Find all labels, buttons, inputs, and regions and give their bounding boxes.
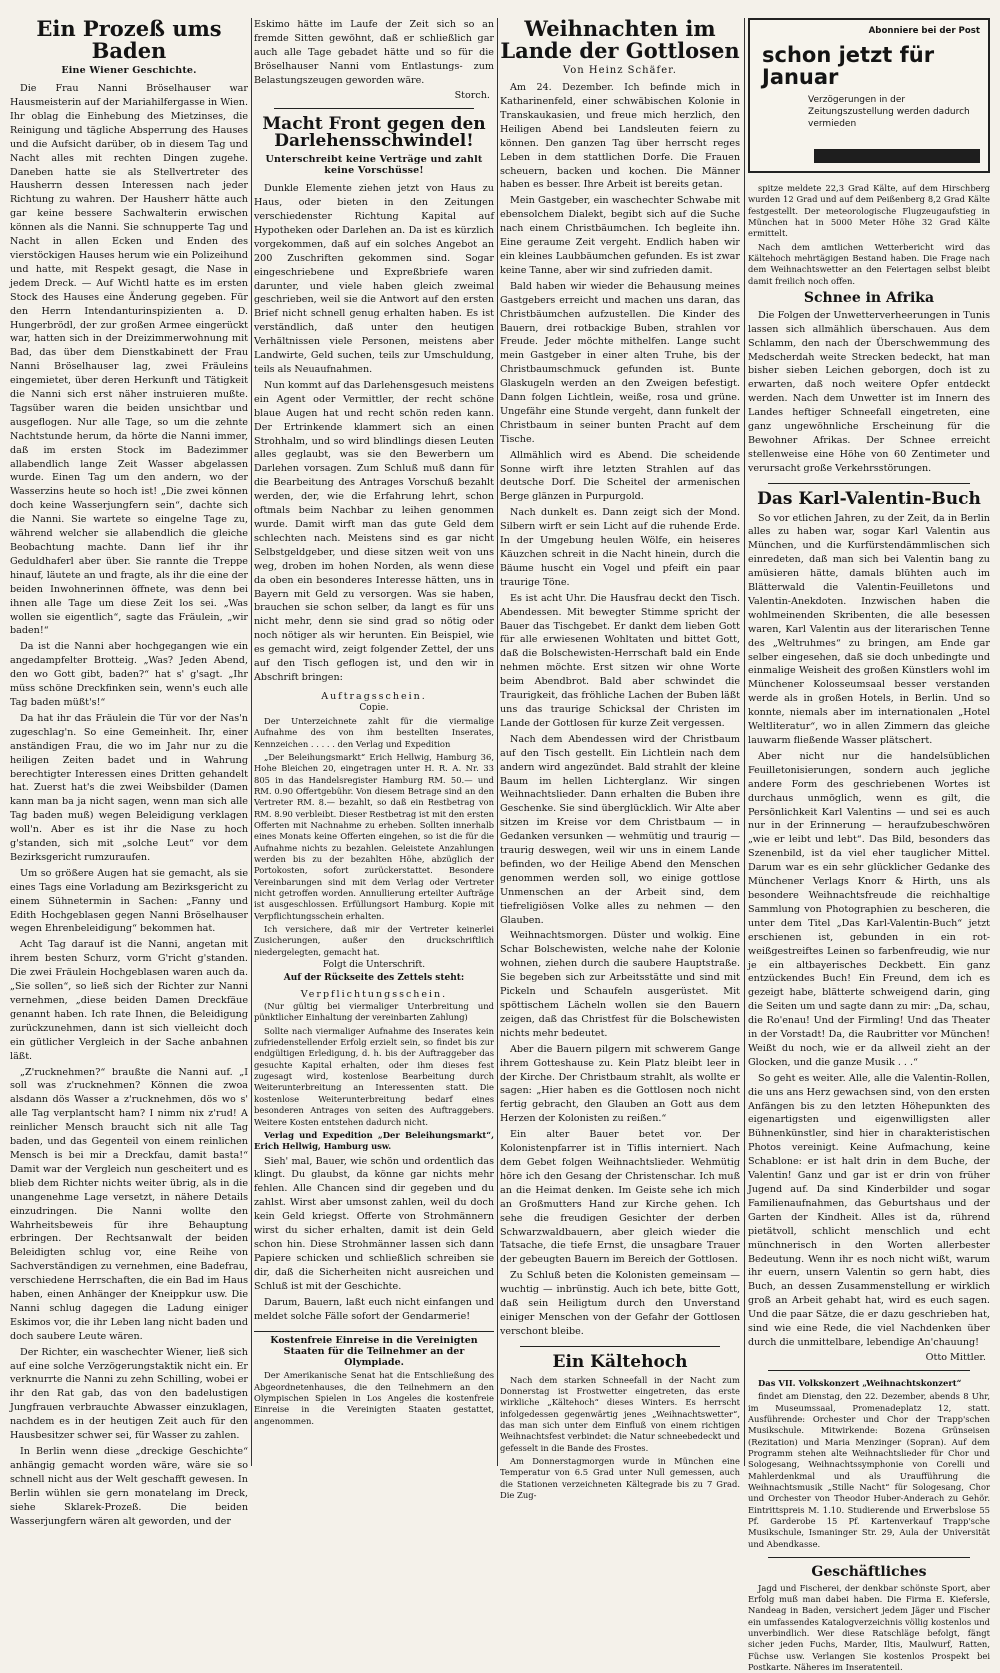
paragraph: Acht Tag darauf ist die Nanni, angetan mit ihrem besten Schurz, vorm G'richt g'standen. Die zwei Fräulein Hochgeblasen waren auch da. „Sie sollen“, so ließ sich der Richter zur Nanni vernehmen, „diese beiden Damen Dreckfäue genannt haben. Ich rate Ihnen, die Beleidigung zurückzunehmen, dann ist sich vielleicht doch ein gütlicher Vergleich in der Sache anbahnen läßt.: [10, 939, 248, 1062]
paragraph: Nach dem starken Schneefall in der Nacht zum Donnerstag ist Frostwetter eingetreten, das erste wirkliche „Kältehoch“ dieses Winters. Es herrscht infolgedessen gegenwärtig jenes „Weihnachtswetter“, das man sich unter dem Einfluß von einem richtigen Weihnachtsfest verbindet: die Natur schneebedeckt und gefesselt in die Bande des Frostes.: [500, 1374, 740, 1453]
column-rule: [497, 18, 498, 1466]
article-title: Das Karl-Valentin-Buch: [757, 488, 981, 509]
ad-headline: schon jetzt für Januar: [762, 43, 935, 90]
form-title: Verpflichtungsschein.: [300, 989, 448, 1001]
signature: Storch.: [454, 89, 490, 101]
ad-bar: [814, 149, 980, 163]
paragraph: findet am Dienstag, den 22. Dezember, abends 8 Uhr, im Museumssaal, Promenadeplatz 12, statt. Ausführende: Orchester und Chor der Trapp'schen Musikschule. Mitwirkende: Bozena Grünseisen (Rezitation) und Maria Menzinger (Sopran). Auf dem Programm stehen alte Weihnachtslieder für Chor und Sologesang, Weihnachtssymphonie von Corelli und Mahlerdenkmal und als Uraufführung die Weihnachtsmusik „Stille Nacht“ für Sologesang, Chor und Orchester von Theodor Huber-Anderach zu Gehör. Eintrittspreis M. 1.10. Studierende und Erwerbslose 55 Pf. Garderobe 15 Pf. Kartenverkauf Trapp'sche Musikschule, Ismaninger Str. 29, Aula der Universität und Abendkasse.: [748, 1391, 990, 1549]
column-1: [10, 16, 248, 1527]
subscription-ad: [748, 18, 990, 173]
column-4: [748, 18, 990, 1673]
paragraph: Da hat ihr das Fräulein die Tür vor der Nas'n zugeschlag'n. So eine Gemeinheit. Ihr, einer anständigen Frau, die wo im Jahr nur zu die heiligen Zeiten badet und in Wahrung berechtigter Interessen eines Dritten gehandelt hat. Zuerst hat's die zwei Weibsbilder (Damen kann man ba ja nicht sagen, wenn man sich alle Tag baden muß) wegen Beleidigung verklagen woll'n. Aber es ist ihr die Nase zu hoch g'standen, sich mit „solche Leut“ vor dem Bezirksgericht rumzuraufen.: [10, 712, 248, 863]
paragraph: (Nur gültig bei viermaliger Unterbreitung und pünktlicher Einhaltung der vereinbarten Zahlung): [254, 1001, 494, 1023]
ad-text: Verzögerungen in der Zeitungszustellung werden dadurch vermieden: [808, 95, 970, 130]
divider: [768, 483, 970, 484]
paragraph: Sollte nach viermaliger Aufnahme des Inserates kein zufriedenstellender Erfolg erzielt sein, so findet bis zur endgültigen Erledigung, d. h. bis der Auftraggeber das gesuchte Kapital erhalten, oder ihm dieses fest zugesagt wird, kostenlose Bearbeitung durch Weiterunterbreitung an Interessenten statt. Die kostenlose Weiterunterbreitung bedarf eines besonderen Antrages von seiten des Auftraggebers. Weitere Kosten entstehen dadurch nicht.: [254, 1025, 494, 1127]
paragraph: Darum, Bauern, laßt euch nicht einfangen und meldet solche Fälle sofort der Gendarmerie!: [254, 1296, 494, 1322]
article-subtitle: Unterschreibt keine Verträge und zahlt keine Vorschüsse!: [265, 154, 483, 177]
paragraph: Aber die Bauern pilgern mit schwerem Gange ihrem Gotteshause zu. Kein Platz bleibt leer in der Kirche. Der Christbaum strahlt, als wollte er sagen: „Hier haben es die Gottlosen noch nicht fertig gebracht, den Glauben an Gott aus dem Herzen der Kolonisten zu reißen.“: [500, 1043, 740, 1125]
backside-label: Auf der Rückseite des Zettels steht:: [283, 973, 465, 984]
paragraph: Dunkle Elemente ziehen jetzt von Haus zu Haus, oder bieten in den Zeitungen verschiedenster Richtung Kapital auf Hypotheken oder Darlehen an. Da ist es kürzlich vorgekommen, daß auf ein solches Angebot an 200 Zuschriften gekommen sind. Sogar eingeschriebene und Expreßbriefe waren darunter, und viele haben gleich zweimal geschrieben, weil sie die Antwort auf den ersten Brief nicht schnell genug erhalten haben. Es ist verständlich, daß unter den heutigen Verhältnissen viele Personen, meistens aber Landwirte, Geld suchen, teils zur Umschuldung, teils als Neuaufnahmen.: [254, 183, 494, 375]
paragraph: spitze meldete 22,3 Grad Kälte, auf dem Hirschberg wurden 12 Grad und auf dem Peißenberg 8,2 Grad Kälte festgestellt. Der meteorologische Flugzeugaufstieg in München hat in 5000 Meter Höhe 32 Grad Kälte ermittelt.: [748, 183, 990, 239]
form-title: Auftragsschein.: [321, 690, 427, 702]
column-rule: [251, 18, 252, 1466]
paragraph: In Berlin wenn diese „dreckige Geschichte“ anhängig gemacht worden wäre, wäre sie so schnell nicht aus der Welt geschafft gewesen. In Berlin wühlen sie gern monatelang im Dreck, siehe Sklarek-Prozeß. Die beiden Wasserjungfern wären alt geworden, und der: [10, 1446, 248, 1527]
paragraph: Am Donnerstagmorgen wurde in München eine Temperatur von 6.5 Grad unter Null gemessen, auch die Stationen verzeichneten Kältegrade bis zu 7 Grad. Die Zug-: [500, 1456, 740, 1501]
paragraph: Ein alter Bauer betet vor. Der Kolonistenpfarrer ist in Tiflis interniert. Nach dem Gebet folgen Weihnachtslieder. Wehmütig höre ich den Gesang der Christenschar. Ich muß an die Heimat denken. Im Geiste sehe ich mich an Großmutters Hand zur Kirche gehen. Ich sehe die freudigen Gesichter der derben Schwarzwaldbauern, aber gleich wieder die Tatsache, die tiefe Ernst, die unsagbare Trauer der gebeugten Bauern im Bereich der Gottlosen.: [500, 1129, 740, 1266]
news-brief: [254, 1331, 494, 1427]
article-title: Weihnachten im Lande der Gottlosen: [500, 16, 740, 64]
paragraph: Es ist acht Uhr. Die Hausfrau deckt den Tisch. Abendessen. Mit bewegter Stimme spricht der Bauer das Tischgebet. Er dankt dem lieben Gott für alle erwiesenen Wohltaten und bittet Gott, daß die Bolschewisten-Herrschaft bald ein Ende nehmen möchte. Erst sitzen wir ohne Worte beim Abendbrot. Bald aber schwindet die Traurigkeit, das fröhliche Lachen der Buben läßt uns das traurige Schicksal der Christen im Lande der Gottlosen für kurze Zeit vergessen.: [500, 592, 740, 729]
paragraph: Nach dunkelt es. Dann zeigt sich der Mond. Silbern wirft er sein Licht auf die ruhende Erde. In der Umgebung heulen Wölfe, ein heiseres Käuzchen schreit in die Nacht hinein, durch die Bäume huscht ein Vogel und pfeift ein paar traurige Töne.: [500, 507, 740, 588]
divider: [520, 1346, 720, 1347]
section-title: Geschäftliches: [811, 1564, 927, 1581]
article-subtitle: Eine Wiener Geschichte.: [61, 65, 197, 77]
paragraph: Aber nicht nur die handelsüblichen Feuilletonisierungen, sondern auch jegliche andere Form des geschriebenen Wortes ist durchaus unmöglich, wenn es gilt, die Persönlichkeit Karl Valentins — und sei es auch nur in der Erinnerung — heraufzubeschwören „wie er leibt und lebt“. Das Bild, besonders das Szenenbild, ist da viel eher tauglicher Mittel. Darum war es ein sehr glücklicher Gedanke des Münchener Verlags Knorr & Hirth, uns als besondere Weihnachtsfreude die reichhaltige Sammlung von Photographien zu bescheren, die unter dem Titel „Das Karl-Valentin-Buch“ jetzt erschienen ist, gebunden in ein rot-weißgestreiftes Leinen so farbenfreudig, wie nur je ein altbayerisches Deckbett. Ein ganz entzückendes Buch! Ein Freund, dem ich es gezeigt habe, blätterte schweigend darin, ging die Seiten um und sagte dann zu mir: „Da, schau, die Ro'enau! Und der Firmling! Und das Theater in der Vorstadt! Da, die Raubritter vor München! Weißt du noch, wie er da allweil zieht an der Glocken, und die ganze Musik . . .“: [748, 750, 990, 1068]
paragraph: So geht es weiter. Alle, alle die Valentin-Rollen, die uns ans Herz gewachsen sind, von den ersten Anfängen bis zu den letzten Höhepunkten des eigenartigsten und eigenwilligsten aller Bühnenkünstler, sind hier in charakteristischen Photos vereinigt. Keine Aufmachung, keine Schablone: er ist halt drin in dem Buche, der Valentin! Ganz und gar ist er drin von früher Jugend auf. Da sind Kinderbilder und sogar Familienaufnahmen, das Geburtshaus und der Garten der Kindheit. Alles ist da, rührend pietätvoll, schlicht menschlich und echt münchnerisch in den Worten allerbester Bedeutung. Wenn ihr es noch nicht wißt, warum ihr euern, unsern Valentin so gern habt, dies Buch, an dessen Zusammenstellung er wirklich groß an Arbeit gehabt hat, wird es euch sagen. Und die paar Sätze, die er dazu geschrieben hat, sind wie eine Rede, die viel Nachdenken über durch die unmittelbare, lebendige An'chauung!: [748, 1072, 990, 1348]
divider: [274, 108, 474, 109]
article-title: Macht Front gegen den Darlehensschwindel!: [262, 113, 486, 152]
signature: Otto Mittler.: [925, 1351, 986, 1363]
paragraph: Da ist die Nanni aber hochgegangen wie ein angedampfelter Brotteig. „Was? Jeden Abend, den wo Gott gibt, baden?“ hat s' g'sagt. „Ihr müss schöne Dreckfinken sein, wenn's euch alle Tag baden müßt's!“: [10, 641, 248, 708]
paragraph: Um so größere Augen hat sie gemacht, als sie eines Tags eine Vorladung am Bezirksgericht zu einem Sühnetermin in Sachen: „Fanny und Edith Hochgeblasen gegen Nanni Bröselhauser wegen Ehrenbeleidigung“ bekommen hat.: [10, 867, 248, 935]
article-title: Ein Prozeß ums Baden: [36, 16, 222, 64]
paragraph: Ich versichere, daß mir der Vertreter keinerlei Zusicherungen, außer den druckschriftlich niedergelegten, gemacht hat.: [254, 924, 494, 957]
paragraph: Mein Gastgeber, ein waschechter Schwabe mit ebensolchem Dialekt, begibt sich auf die Suche nach einem Christbäumchen. Ich begleite ihn. Eine geraume Zeit vergeht. Endlich haben wir ein kleines Laubbäumchen gefunden. Es ist zwar keine Tanne, aber wir sind zufrieden damit.: [500, 195, 740, 276]
paragraph: Der Unterzeichnete zahlt für die viermalige Aufnahme des von ihm bestellten Inserates, Kennzeichen . . . . . den Verlag und Expedition: [254, 715, 494, 749]
paragraph: Sieh' mal, Bauer, wie schön und ordentlich das klingt. Du glaubst, da könne gar nichts mehr fehlen. Alle Chancen sind dir gegeben und du zahlst. Wirst aber umsonst zahlen, weil du doch kein Geld kriegst. Offerte von Strohmännern wirst du sicher erhalten, damit ist dein Geld schon hin. Diese Strohmänner lassen sich dann Papiere schicken und schließlich schreiben sie dir, daß die Sicherheiten nicht ausreichen und Schluß ist mit der Geschichte.: [254, 1155, 494, 1292]
paragraph: „Der Beleihungsmarkt“ Erich Hellwig, Hamburg 36, Hohe Bleichen 20, eingetragen unter H. R. A. Nr. 33 805 in das Handelsregister Hamburg RM. 50.— und RM. 0.90 Offertgebühr. Von diesem Betrage sind an den Vertreter RM. 8.— bezahlt, so daß ein Restbetrag von RM. 8.90 verbleibt. Dieser Restbetrag ist mit den ersten Offerten mit Nachnahme zu erheben. Sollten innerhalb eines Monats keine Offerten eingehen, so ist die für die Aufnahme nichts zu bezahlen. Geleistete Anzahlungen werden bis zu der bezahlten Höhe, abzüglich der Portokosten, sofort zurückerstattet. Besondere Vereinbarungen sind mit dem Verlag oder Vertreter nicht getroffen worden. Annullierung erteilter Aufträge ist ausgeschlossen. Erfüllungsort Hamburg. Kopie mit Verpflichtungsschein erhalten.: [254, 751, 494, 921]
paragraph: Der Amerikanische Senat hat die Entschließung des Abgeordnetenhauses, die den Teilnehmern an den Olympischen Spielen in Los Angeles die kostenfreie Einreise in die Vereinigten Staaten gestattet, angenommen.: [254, 1370, 494, 1426]
paragraph: Zu Schluß beten die Kolonisten gemeinsam — wuchtig — inbrünstig. Auch ich bete, bitte Gott, daß sein Heiligtum durch den Unverstand einiger Menschen von der Gefahr der Gottlosen verschont bleibe.: [500, 1270, 740, 1337]
paragraph: Die Folgen der Unwetterverheerungen in Tunis lassen sich allmählich überschauen. Aus dem Schlamm, den nach der Überschwemmung des Medscherdah weite Strecken bedeckt, hat man bisher sieben Leichen geborgen, doch ist zu erwarten, daß noch weitere Opfer entdeckt werden. Nach dem Unwetter ist im Innern des Landes heftiger Schneefall eingetreten, eine ganz ungewöhnliche Erscheinung für die Bewohner Afrikas. Der Schnee erreicht stellenweise eine Höhe von 60 Zentimeter und verursacht große Verkehrsstörungen.: [748, 309, 990, 474]
paragraph: Nach dem amtlichen Wetterbericht wird das Kältehoch mehrtägigen Bestand haben. Die Frage nach dem Weihnachtswetter an den Feiertagen selbst bleibt damit freilich noch offen.: [748, 241, 990, 286]
paragraph: Jagd und Fischerei, der denkbar schönste Sport, aber Erfolg muß man dabei haben. Die Firma E. Kiefersle, Nandeag in Baden, versichert jedem Jäger und Fischer ein umfassendes Katalogverzeichnis völlig kostenlos und unverbindlich. Wer diese Ratschläge befolgt, fängt sicher jeden Fuchs, Marder, Iltis, Maulwurf, Ratten, Füchse usw. Verlangen Sie kostenlos Prospekt bei Postkarte. Näheres im Inseratenteil.: [748, 1582, 990, 1673]
paragraph: Bald haben wir wieder die Behausung meines Gastgebers erreicht und machen uns daran, das Christbäumchen aufzustellen. Die Kinder des Bauern, drei rotbackige Buben, strahlen vor Freude. Jeder möchte mithelfen. Lange sucht mein Gastgeber in einer alten Truhe, bis der Christbaumschmuck gefunden ist. Bunte Glaskugeln werden an den Zweigen befestigt. Dann folgen Lichtlein, weiße, rosa und grüne. Ungefähr eine Stunde vergeht, dann funkelt der Christbaum in seiner bunten Pracht auf dem Tische.: [500, 280, 740, 445]
brief-title: Kostenfreie Einreise in die Vereinigten Staaten für die Teilnehmer an der Olympiade.: [270, 1335, 478, 1369]
paragraph: Allmählich wird es Abend. Die scheidende Sonne wirft ihre letzten Strahlen auf das deutsche Dorf. Die Scheitel der armenischen Berge glänzen in Purpurgold.: [500, 449, 740, 503]
byline: Von Heinz Schäfer.: [562, 65, 677, 77]
column-2: [254, 18, 494, 1466]
column-3: [500, 16, 740, 1501]
paragraph: Die Frau Nanni Bröselhauser war Hausmeisterin auf der Mariahilfergasse in Wien. Ihr oblag die Einhebung des Mietzinses, die Reinigung und tägliche Absperrung des Hauses und die Aufsicht darüber, ob in diesem Tag und Nacht alles mit rechten Dingen zugehe. Daneben hatte sie als Stellvertreter des Hausherrn dessen Interessen nach jeder Richtung zu wahren. Der Hausherr hätte auch gar keine bessere Sachwalterin erwischen können als die Nanni. Sie schnupperte Tag und Nacht in allen Ecken und Enden des vierstöckigen Hauses herum wie ein Polizeihund und hatte, mit Respekt gesagt, die Nase in jedem Dreck. — Auf Wichtl hatte es im ersten Stock des Hauses eine Änderung gegeben. Für den Herrn Intendanturinspizienten a. D. Hungerbrödl, der zur großen Armee eingerückt war, hatten sich in der Dreizimmerwohnung mit Bad, das über dem Dienstkabinett der Frau Nanni Bröselhauser lag, zwei Fräuleins eingemietet, über deren Herkunft und Tätigkeit die Nanni sich erst näher instruieren mußte. Tagsüber waren die beiden unsichtbar und ausgeflogen. Nur alle Tage, so um die zehnte Nachtstunde herum, da hörte die Nanni immer, daß im ersten Stock im Badezimmer allabendlich lange Zeit Wasser abgelassen wurde. Einen Tag um den andern, wo der Wasserzins heute so hoch ist! „Die zwei können doch keine Wasserjungfern sein“, dachte sich die Nanni. Sie wartete so eingelne Tage zu, während welcher sie allabendlich die gleiche Beobachtung machte. Dann lief ihr ihr Geduldhaferl aber über. Sie rannte die Treppe hinauf, läutete an und fragte, als ihr die eine der beiden Inwohnerinnen öffnete, was denn bei ihnen alle Tage um diese Zeit los sei. „Was wollen sie eigentlich“, sagte das Fräulein, „wir baden!“: [10, 83, 248, 637]
paragraph: Weihnachtsmorgen. Düster und wolkig. Eine Schar Bolschewisten, welche nahe der Kolonie wohnen, ziehen durch die saubere Hauptstraße. Sie begeben sich zur Arbeitsstätte und sind mit Pickeln und Schaufeln ausgerüstet. Mit spöttischem Lächeln wollen sie den Bauern zeigen, daß das Christfest für die Bolschewisten nichts mehr bedeutet.: [500, 930, 740, 1039]
signature-note: Folgt die Unterschrift.: [322, 960, 426, 971]
divider: [768, 1370, 970, 1371]
paragraph: Am 24. Dezember. Ich befinde mich in Katharinenfeld, einer schwäbischen Kolonie in Transkaukasien, und freue mich herzlich, den Heiligen Abend bei Landsleuten feiern zu können. Den ganzen Tag über herrscht reges Leben in dem stattlichen Dorfe. Die Frauen scheuern, backen und kochen. Die Männer haben es besser. Ihre Arbeit ist bereits getan.: [500, 82, 740, 191]
divider: [768, 1557, 970, 1558]
paragraph: Verlag und Expedition „Der Beleihungsmarkt“, Erich Hellwig, Hamburg usw.: [254, 1129, 494, 1152]
form-copy-label: Copie.: [359, 702, 389, 713]
column-rule: [744, 18, 745, 1466]
paragraph: „Z'rucknehmen?“ braußte die Nanni auf. „I soll was z'rucknehmen? Können die zwoa alsdann dös Wasser a z'rucknehmen, dös wo s' alle Tag verplantscht ham? I nimm nix z'rud! A reinlicher Mensch braucht sich nit alle Tag baden, und das Gegenteil von einem reinlichen Mensch is bei mir a Dreckfau, damit basta!“ Damit war der Vergleich nun gescheitert und es blieb dem Richter nichts weiter übrig, als in die unangenehme Lage versetzt, in nähere Details einzudringen. Die Nanni wollte den Wahrheitsbeweis für ihre Behauptung erbringen. Der Rechtsanwalt der beiden Beleidigten schlug vor, eine Reihe von Sachverständigen zu vernehmen, eine Badefrau, verschiedene Herrschaften, die ein Bad im Haus haben, einen Anhänger der Kneippkur usw. Die Nanni schlug dagegen die Ladung einiger Eskimos vor, die ihr Leben lang nicht baden und doch saubere Leute wären.: [10, 1066, 248, 1342]
ad-tagline: Abonniere bei der Post: [868, 26, 980, 36]
article-title: Schnee in Afrika: [803, 290, 935, 307]
paragraph: Nun kommt auf das Darlehensgesuch meistens ein Agent oder Vermittler, der recht schöne blaue Augen hat und recht schön reden kann. Der Ertrinkende klammert sich an einen Strohhalm, und so wird blindlings diesen Leuten alles geglaubt, was sie den Bewerbern um Darlehen vorsagen. Zum Schluß muß dann für die Bearbeitung des Antrages Vorschuß bezahlt werden, der, wie die Erfahrung lehrt, schon oftmals beim Nachbar zu leihen genommen wurde. Damit wirft man das gute Geld dem schlechten nach. Meistens sind es gar nicht Selbstgeldgeber, und diese sitzen weit von uns weg, droben im hohen Norden, als wenn diese da oben ein besonderes Interesse hätten, uns in Bayern mit Geld zu versorgen. Was sie haben, brauchen sie schon selber, da langt es für uns nicht mehr, denn sie sind grad so nötig oder noch nötiger als wir herunten. Ein Beispiel, wie es gemacht wird, zeigt folgender Zettel, der uns auf den Tisch geflogen ist, und den wir in Abschrift bringen:: [254, 379, 494, 683]
paragraph: Eskimo hätte im Laufe der Zeit sich so an fremde Sitten gewöhnt, daß er schließlich gar auch alle Tage gebadet hätte und so für die Bröselhauser Nanni vom Entlastungs- zum Belastungszeugen geworden wäre.: [254, 19, 494, 86]
article-title: Ein Kältehoch: [552, 1351, 688, 1372]
brief-title: Das VII. Volkskonzert „Weihnachtskonzert“: [758, 1377, 962, 1388]
paragraph: So vor etlichen Jahren, zu der Zeit, da in Berlin alles zu haben war, sogar Karl Valentin aus München, und die Kurfürstendämmlischen sich einredeten, daß man sich bei Valentin bang zu amüsieren hätte, damals blühten auch im Blätterwald die Valentin-Feuilletons und Valentin-Anekdoten. Inzwischen haben die wohlmeinenden Skribenten, die alle besessen waren, Karl Valentin aus der literarischen Tenne des „Weltruhmes“ zu bringen, am Ende gar selber eingesehen, daß sie doch unbedingte und einmalige Weisheit des großen Künstlers wohl im Münchener Kolosseumsaal besser verstanden werde als in großen Hotels, in Berlin. Und so konnte, niemals aber im internationalen „Hotel Weltliteratur“, wo in allen Zimmern das gleiche lauwarm fließende Wasser plätschert.: [748, 512, 990, 746]
paragraph: Nach dem Abendessen wird der Christbaum auf den Tisch gestellt. Ein Lichtlein nach dem andern wird angezündet. Bald strahlt der kleine Baum im hellen Lichterglanz. Wir singen Weihnachtslieder. Dann erhalten die Buben ihre Geschenke. Sie sind überglücklich. Wir Alte aber sitzen im Kreise vor dem Christbaum — in Gedanken versunken — wehmütig und traurig — traurig deswegen, weil wir uns in einem Lande befinden, wo der Heilige Abend den Menschen genommen werden soll, wo einige gottlose Unmenschen an der Arbeit sind, dem tiefreligiösen Volke alles zu nehmen — den Glauben.: [500, 733, 740, 926]
paragraph: Der Richter, ein waschechter Wiener, ließ sich auf eine solche Verzögerungstaktik nicht ein. Er verknurrte die Nanni zu zehn Schilling, wobei er ihr den Rat gab, das von den badelustigen Jungfrauen verbrauchte Abwasser einzuklagen, nachdem es in der heutigen Zeit auch für den Hausbesitzer schwer sei, für Wasser zu zahlen.: [10, 1346, 248, 1442]
